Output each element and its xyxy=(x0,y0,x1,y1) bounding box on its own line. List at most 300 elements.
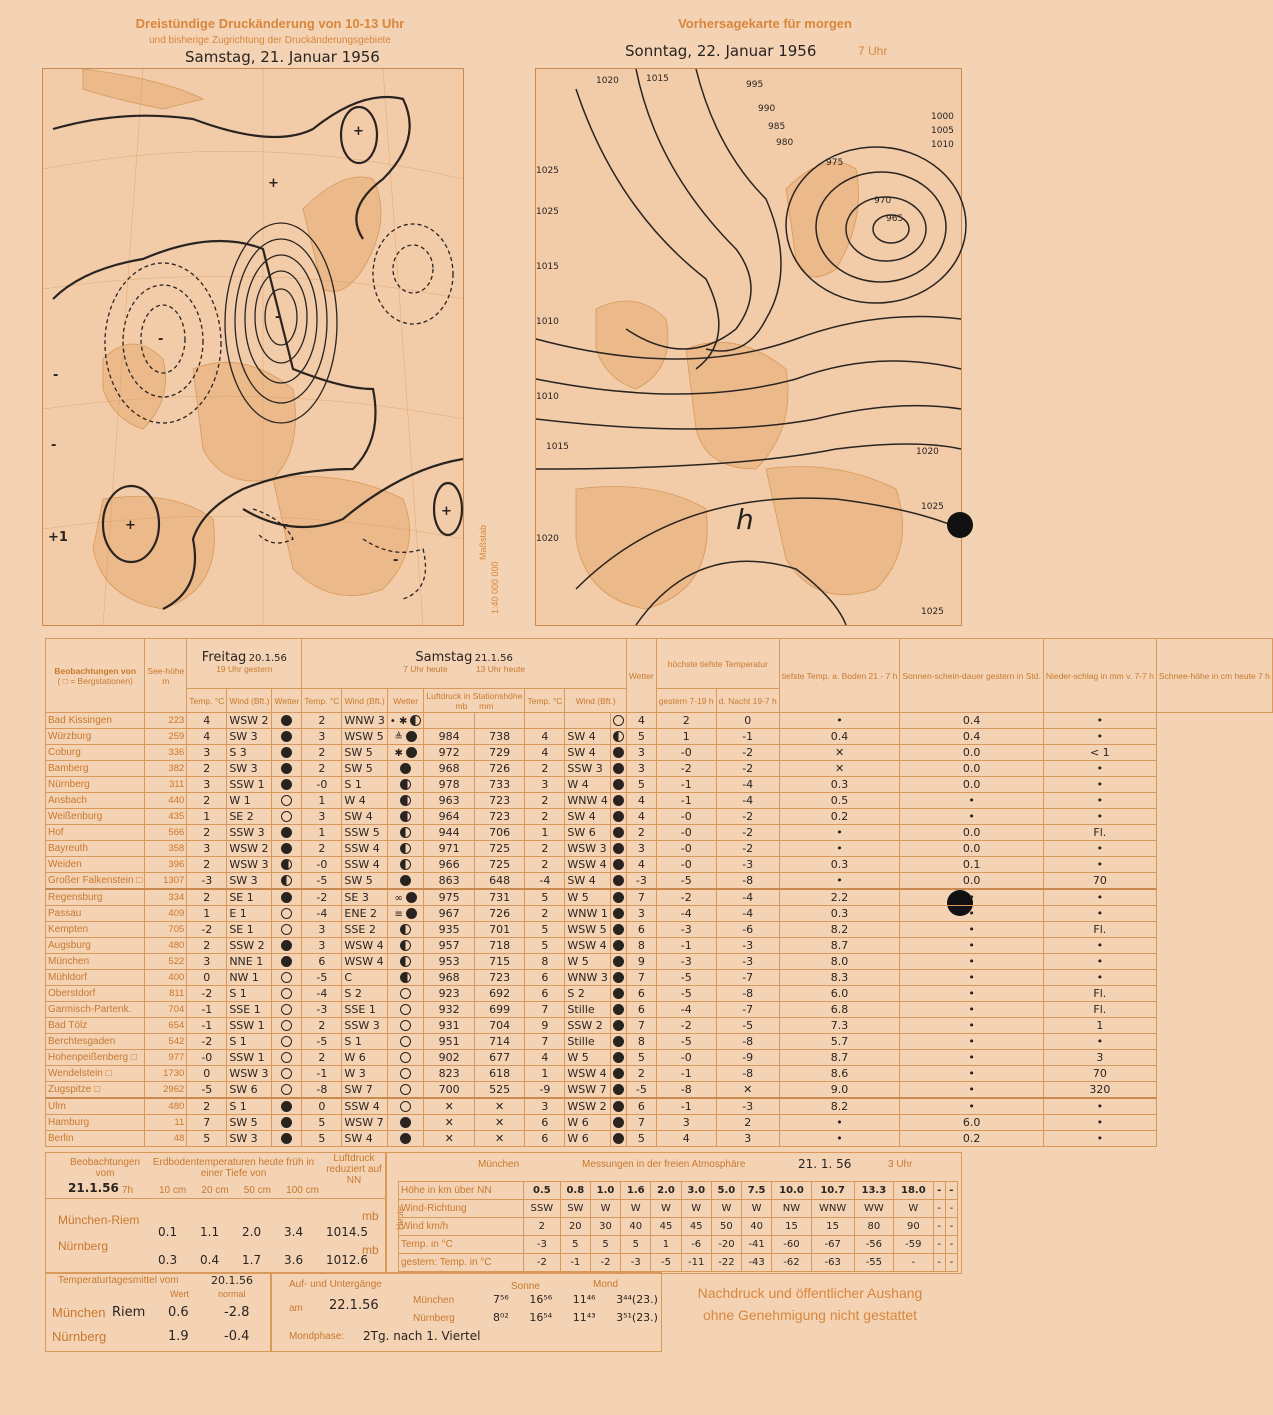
cell-so: 0.3 xyxy=(779,857,900,873)
atmos-value: -11 xyxy=(681,1254,711,1272)
weather-symbol-x13 xyxy=(610,1098,626,1115)
mean-nbg-value: 1.9 xyxy=(168,1329,189,1344)
cell-h: 435 xyxy=(145,809,187,825)
cloud-cover-icon xyxy=(613,1068,624,1079)
svg-text:970: 970 xyxy=(874,196,892,206)
cell-so: 6.8 xyxy=(779,1002,900,1018)
cell-w19: SE 1 xyxy=(227,922,272,938)
cell-t7: -0 xyxy=(302,777,342,793)
cell-t13: 5 xyxy=(525,922,565,938)
weather-symbol-x19 xyxy=(272,1050,302,1066)
cloud-cover-icon xyxy=(281,827,292,838)
cell-ni: • xyxy=(900,938,1043,954)
sun-date: 22.1.56 xyxy=(329,1298,379,1313)
cloud-cover-icon xyxy=(613,988,624,999)
cell-lo: -2 xyxy=(656,761,716,777)
atmos-value: - xyxy=(945,1254,957,1272)
cell-h: 522 xyxy=(145,954,187,970)
weather-symbol-x19 xyxy=(272,841,302,857)
cloud-cover-icon xyxy=(613,843,624,854)
cloud-cover-icon xyxy=(613,1020,624,1031)
cell-lo: -5 xyxy=(656,873,716,890)
cell-so: 8.3 xyxy=(779,970,900,986)
cell-t19: 1 xyxy=(187,809,227,825)
cell-hi: 7 xyxy=(626,1115,656,1131)
cloud-cover-icon xyxy=(400,1101,411,1112)
mean-date: 20.1.56 xyxy=(211,1274,253,1287)
muc-moonset: 3⁴⁴(23.) xyxy=(616,1293,658,1306)
cell-lo: -0 xyxy=(656,841,716,857)
cell-h: 977 xyxy=(145,1050,187,1066)
atmos-value: 5.0 xyxy=(711,1182,741,1200)
table-row xyxy=(46,1034,1273,1050)
weather-symbol-x7 xyxy=(387,1098,424,1115)
cell-ni: 0.2 xyxy=(900,1131,1043,1147)
cloud-cover-icon xyxy=(281,908,292,919)
cloud-cover-icon xyxy=(400,1020,411,1031)
cell-h: 705 xyxy=(145,922,187,938)
cell-w19: SSW 1 xyxy=(227,1050,272,1066)
cell-p: 963 xyxy=(424,793,474,809)
cell-sc: • xyxy=(1043,729,1156,745)
atmos-value: 15 xyxy=(811,1218,854,1236)
cell-t7: -4 xyxy=(302,986,342,1002)
cell-ni: • xyxy=(900,1034,1043,1050)
cell-t13: 2 xyxy=(525,841,565,857)
cell-p: 931 xyxy=(424,1018,474,1034)
svg-text:1010: 1010 xyxy=(536,317,559,327)
cell-t7: 2 xyxy=(302,1018,342,1034)
svg-text:985: 985 xyxy=(768,122,786,132)
cell-hi: -5 xyxy=(626,1082,656,1099)
wind19-header: Wind (Bft.) xyxy=(227,689,272,713)
soil-obs-label: Beobachtungen vom xyxy=(69,1157,141,1179)
cell-so: • xyxy=(779,873,900,890)
atmos-value: 1 xyxy=(651,1236,681,1254)
svg-text:990: 990 xyxy=(758,104,776,114)
cell-mm: ✕ xyxy=(474,1131,524,1147)
cell-w13: W 5 xyxy=(565,954,610,970)
atmos-value: 40 xyxy=(742,1218,772,1236)
cell-t13: 1 xyxy=(525,825,565,841)
cell-ni: • xyxy=(900,1066,1043,1082)
nbg-sunset: 16⁵⁴ xyxy=(529,1311,553,1324)
cell-p: 932 xyxy=(424,1002,474,1018)
cell-t13: -4 xyxy=(525,873,565,890)
weather-symbol-x19 xyxy=(272,1098,302,1115)
cell-mm: 718 xyxy=(474,938,524,954)
svg-text:-: - xyxy=(51,438,57,453)
cell-t19: 4 xyxy=(187,713,227,729)
cell-w19: WSW 3 xyxy=(227,857,272,873)
weather-symbol-x19 xyxy=(272,889,302,906)
weather-sign: ∞ xyxy=(394,892,403,904)
atmos-value: 5 xyxy=(590,1236,620,1254)
cell-p: 975 xyxy=(424,889,474,906)
weather-symbol-x13 xyxy=(610,1034,626,1050)
table-row xyxy=(46,777,1273,793)
cell-st: Ansbach xyxy=(46,793,145,809)
cell-sc: • xyxy=(1043,713,1156,729)
muc-50: 2.0 xyxy=(242,1225,262,1239)
svg-text:1010: 1010 xyxy=(536,392,559,402)
cell-sc: < 1 xyxy=(1043,745,1156,761)
weather-symbol-x7 xyxy=(387,986,424,1002)
cell-lo: -1 xyxy=(656,793,716,809)
cloud-cover-icon xyxy=(613,924,624,935)
weather-symbol-x19 xyxy=(272,793,302,809)
cell-st: Weißenburg xyxy=(46,809,145,825)
pressure-header: Luftdruck in Stationshöhe mb mm xyxy=(424,689,525,713)
cell-lo: -4 xyxy=(656,906,716,922)
cell-so: 6.0 xyxy=(779,986,900,1002)
precip-header: Nieder-schlag in mm v. 7-7 h xyxy=(1043,639,1156,713)
cell-w7: SSE 1 xyxy=(342,1002,387,1018)
cell-w13: WSW 5 xyxy=(565,922,610,938)
cloud-cover-icon xyxy=(613,731,624,742)
cloud-cover-icon xyxy=(613,859,624,870)
cell-sc: • xyxy=(1043,841,1156,857)
cell-sc: • xyxy=(1043,1098,1156,1115)
soil-obs-time: 7h xyxy=(122,1185,134,1196)
cloud-cover-icon xyxy=(400,1133,411,1144)
cell-so: 8.0 xyxy=(779,954,900,970)
weather-symbol-x7 xyxy=(387,1002,424,1018)
cell-w7: S 2 xyxy=(342,986,387,1002)
cell-w7: SSW 4 xyxy=(342,857,387,873)
soil-obs-date: 21.1.56 xyxy=(68,1181,119,1195)
sun-label: Sonne xyxy=(511,1281,540,1292)
cell-ni: • xyxy=(900,889,1043,906)
cell-lo: -8 xyxy=(656,1082,716,1099)
svg-text:+: + xyxy=(441,504,452,519)
cell-bo: -9 xyxy=(716,1050,779,1066)
cell-h: 400 xyxy=(145,970,187,986)
cell-bo: -4 xyxy=(716,793,779,809)
table-row xyxy=(46,825,1273,841)
forecast-map xyxy=(535,68,962,626)
cell-mm: ✕ xyxy=(474,1098,524,1115)
weather-symbol-x19 xyxy=(272,1082,302,1099)
weather-symbol-x7 xyxy=(387,825,424,841)
cell-h: 1307 xyxy=(145,873,187,890)
weather-symbol-x19 xyxy=(272,1131,302,1147)
cell-lo: -2 xyxy=(656,889,716,906)
cell-st: Coburg xyxy=(46,745,145,761)
cell-mm: 648 xyxy=(474,873,524,890)
cell-ni: 6.0 xyxy=(900,1115,1043,1131)
atmos-value: WNW xyxy=(811,1200,854,1218)
cell-t13: 2 xyxy=(525,761,565,777)
cell-w19: S 1 xyxy=(227,1098,272,1115)
cell-st: Berchtesgaden xyxy=(46,1034,145,1050)
table-row xyxy=(46,1050,1273,1066)
cell-t7: 3 xyxy=(302,729,342,745)
cell-hi: 3 xyxy=(626,841,656,857)
cell-so: ✕ xyxy=(779,761,900,777)
svg-text:975: 975 xyxy=(826,158,844,168)
table-row xyxy=(46,841,1273,857)
cell-ni: 0.0 xyxy=(900,745,1043,761)
table-row xyxy=(46,986,1273,1002)
station-header: Beobachtungen von ( □ = Bergstationen) xyxy=(46,639,145,713)
svg-text:h: h xyxy=(736,503,754,536)
cell-w13: Stille xyxy=(565,1034,610,1050)
cell-hi: 4 xyxy=(626,793,656,809)
atmos-value: - xyxy=(945,1182,957,1200)
depth-50: 50 cm xyxy=(243,1185,272,1196)
cell-hi: 5 xyxy=(626,729,656,745)
scale-value: 1:40 000 000 xyxy=(490,561,500,614)
mean-nbg-normal: -0.4 xyxy=(224,1329,250,1344)
atmos-row-label: Höhe in km über NN xyxy=(399,1182,524,1200)
cell-bo: -1 xyxy=(716,729,779,745)
atmos-value: -56 xyxy=(854,1236,893,1254)
cell-w13: WNW 3 xyxy=(565,970,610,986)
cloud-cover-icon xyxy=(281,1020,292,1031)
cell-hi: 4 xyxy=(626,857,656,873)
mean-munich-value: 0.6 xyxy=(168,1305,189,1320)
cell-t13: 6 xyxy=(525,986,565,1002)
svg-text:-: - xyxy=(283,518,289,533)
cloud-cover-icon xyxy=(281,972,292,983)
sun-title: Auf- und Untergänge xyxy=(289,1279,382,1290)
cloud-cover-icon xyxy=(613,908,624,919)
svg-text:+1: +1 xyxy=(48,530,68,545)
atmos-value: - xyxy=(945,1200,957,1218)
cloud-cover-icon xyxy=(613,1101,624,1112)
cell-w13: WSW 3 xyxy=(565,841,610,857)
cell-w13: W 5 xyxy=(565,889,610,906)
cell-t13: 4 xyxy=(525,745,565,761)
cell-t13: 6 xyxy=(525,1115,565,1131)
right-map-date: Sonntag, 22. Januar 1956 xyxy=(625,42,817,60)
cell-h: 259 xyxy=(145,729,187,745)
weather-symbol-x7 xyxy=(387,954,424,970)
cell-p: 968 xyxy=(424,970,474,986)
atmos-value: W xyxy=(711,1200,741,1218)
cell-w19: S 1 xyxy=(227,986,272,1002)
cloud-cover-icon xyxy=(281,811,292,822)
weather-symbol-x19 xyxy=(272,809,302,825)
sunshine-header: Sonnen-schein-dauer gestern in Std. xyxy=(900,639,1043,713)
atmos-value: SSW xyxy=(524,1200,561,1218)
cell-t19: 2 xyxy=(187,938,227,954)
muc-10: 0.1 xyxy=(158,1225,178,1239)
cloud-cover-icon xyxy=(281,779,292,790)
cell-sc: • xyxy=(1043,761,1156,777)
weather-symbol-x19 xyxy=(272,986,302,1002)
cell-w13: SSW 3 xyxy=(565,761,610,777)
atmos-value: 18.0 xyxy=(894,1182,933,1200)
cell-t13: 1 xyxy=(525,1066,565,1082)
cell-sc: 320 xyxy=(1043,1082,1156,1099)
cell-mm: 699 xyxy=(474,1002,524,1018)
cell-t19: 2 xyxy=(187,793,227,809)
cell-bo: -3 xyxy=(716,857,779,873)
cell-lo: -5 xyxy=(656,970,716,986)
atmos-value: -1 xyxy=(560,1254,590,1272)
cell-p: 902 xyxy=(424,1050,474,1066)
cell-st: Berlin xyxy=(46,1131,145,1147)
nbg-10: 0.3 xyxy=(158,1253,178,1267)
cell-lo: -1 xyxy=(656,1066,716,1082)
cell-t13 xyxy=(525,713,565,729)
cell-p: 971 xyxy=(424,841,474,857)
atmos-value: 3.0 xyxy=(681,1182,711,1200)
atmos-value: -3 xyxy=(621,1254,651,1272)
cell-mm: 714 xyxy=(474,1034,524,1050)
cell-ni: • xyxy=(900,1002,1043,1018)
cell-ni: 0.0 xyxy=(900,841,1043,857)
weather-symbol-x7 xyxy=(387,1066,424,1082)
cell-mm: 715 xyxy=(474,954,524,970)
table-row xyxy=(46,1082,1273,1099)
table-row xyxy=(46,745,1273,761)
cloud-cover-icon xyxy=(613,715,624,726)
cell-t13: 5 xyxy=(525,889,565,906)
cell-t19: 2 xyxy=(187,857,227,873)
cell-so: 8.6 xyxy=(779,1066,900,1082)
table-row xyxy=(46,906,1273,922)
svg-text:1015: 1015 xyxy=(646,74,669,84)
atmos-value: NW xyxy=(772,1200,811,1218)
atmos-value: -3 xyxy=(524,1236,561,1254)
weather-sign: • ✱ xyxy=(389,715,408,727)
cell-sc: • xyxy=(1043,809,1156,825)
cell-bo: -8 xyxy=(716,986,779,1002)
cell-lo: -1 xyxy=(656,1098,716,1115)
cell-hi: 9 xyxy=(626,954,656,970)
cell-bo: -3 xyxy=(716,938,779,954)
cell-t19: -3 xyxy=(187,873,227,890)
weather-symbol-x13 xyxy=(610,825,626,841)
atmos-value: W xyxy=(621,1200,651,1218)
cloud-cover-icon xyxy=(613,747,624,758)
cell-ni: • xyxy=(900,1098,1043,1115)
weather-symbol-x7 xyxy=(387,1115,424,1131)
left-map-subtitle: und bisherige Zugrichtung der Druckänderungsgebiete xyxy=(149,35,391,46)
cell-bo: -7 xyxy=(716,1002,779,1018)
cloud-cover-icon xyxy=(613,1052,624,1063)
svg-text:+: + xyxy=(353,124,364,139)
cell-w7: SW 7 xyxy=(342,1082,387,1099)
cell-ni: • xyxy=(900,793,1043,809)
svg-text:980: 980 xyxy=(776,138,794,148)
moon-phase: 2Tg. nach 1. Viertel xyxy=(363,1329,481,1343)
ground-temp-header: tiefste Temp. a. Boden 21 - 7 h xyxy=(779,639,900,713)
cell-hi: 8 xyxy=(626,938,656,954)
cell-bo: -4 xyxy=(716,906,779,922)
cloud-cover-icon xyxy=(400,843,411,854)
weather-symbol-x19 xyxy=(272,1066,302,1082)
cloud-cover-icon xyxy=(281,859,292,870)
cell-bo: -8 xyxy=(716,1034,779,1050)
cell-so: ✕ xyxy=(779,745,900,761)
depth-20: 20 cm xyxy=(201,1185,229,1196)
atmos-value: -63 xyxy=(811,1254,854,1272)
cloud-cover-icon xyxy=(613,795,624,806)
atmos-title: Messungen in der freien Atmosphäre xyxy=(582,1159,746,1170)
cell-ni: • xyxy=(900,906,1043,922)
cell-so: 5.7 xyxy=(779,1034,900,1050)
cell-sc: • xyxy=(1043,970,1156,986)
cell-lo: -5 xyxy=(656,986,716,1002)
cell-hi: 4 xyxy=(626,713,656,729)
cell-w7: W 3 xyxy=(342,1066,387,1082)
cell-sc: Fl. xyxy=(1043,922,1156,938)
cloud-cover-icon xyxy=(400,795,411,806)
atmos-value: SW xyxy=(560,1200,590,1218)
weather-symbol-x7 xyxy=(387,841,424,857)
atmos-value: -41 xyxy=(742,1236,772,1254)
cloud-cover-icon xyxy=(400,811,411,822)
atmos-value: 10.7 xyxy=(811,1182,854,1200)
cloud-cover-icon xyxy=(400,763,411,774)
max-header: gestern 7-19 h xyxy=(656,689,716,713)
muc-20: 1.1 xyxy=(200,1225,220,1239)
cell-h: 2962 xyxy=(145,1082,187,1099)
cell-so: 0.5 xyxy=(779,793,900,809)
weather-symbol-x19 xyxy=(272,825,302,841)
atmos-value: 5 xyxy=(560,1236,590,1254)
cell-mm: ✕ xyxy=(474,1115,524,1131)
cell-p: 984 xyxy=(424,729,474,745)
cloud-cover-icon xyxy=(613,827,624,838)
cloud-cover-icon xyxy=(281,988,292,999)
cell-w19: SW 3 xyxy=(227,761,272,777)
cell-w13: Stille xyxy=(565,1002,610,1018)
notice-line-2: ohne Genehmigung nicht gestattet xyxy=(702,1307,918,1323)
cell-w13: SW 6 xyxy=(565,825,610,841)
cloud-cover-icon xyxy=(613,1036,624,1047)
cell-p: 935 xyxy=(424,922,474,938)
cell-sc: 70 xyxy=(1043,873,1156,890)
cell-mm: 729 xyxy=(474,745,524,761)
cell-bo: -8 xyxy=(716,1066,779,1082)
cell-mm: 704 xyxy=(474,1018,524,1034)
cell-ni: 0.4 xyxy=(900,713,1043,729)
cell-p: 823 xyxy=(424,1066,474,1082)
cell-t7: 1 xyxy=(302,793,342,809)
cell-w7: SSW 4 xyxy=(342,841,387,857)
cloud-cover-icon xyxy=(281,715,292,726)
atmos-value: WW xyxy=(854,1200,893,1218)
atmos-row xyxy=(399,1254,958,1272)
cell-w19: SE 2 xyxy=(227,809,272,825)
cell-t7: -4 xyxy=(302,906,342,922)
weather-symbol-x7 xyxy=(387,809,424,825)
cell-hi: 6 xyxy=(626,922,656,938)
elevation-header: See-höhe m xyxy=(145,639,187,713)
sun-moon-box xyxy=(270,1272,662,1352)
cell-t19: 3 xyxy=(187,954,227,970)
cell-w19: SW 3 xyxy=(227,729,272,745)
weather-symbol-x19 xyxy=(272,970,302,986)
weather-sign: ≡ xyxy=(394,908,403,920)
svg-text:1000: 1000 xyxy=(931,112,954,122)
cell-h: 11 xyxy=(145,1115,187,1131)
atmos-value: - xyxy=(933,1236,945,1254)
cell-p: 967 xyxy=(424,906,474,922)
cell-st: Zugspitze □ xyxy=(46,1082,145,1099)
cell-t13: 5 xyxy=(525,938,565,954)
weather-symbol-x19 xyxy=(272,777,302,793)
cell-w19: W 1 xyxy=(227,793,272,809)
cell-t19: 3 xyxy=(187,777,227,793)
cell-hi: 7 xyxy=(626,1018,656,1034)
cloud-cover-icon xyxy=(281,1101,292,1112)
